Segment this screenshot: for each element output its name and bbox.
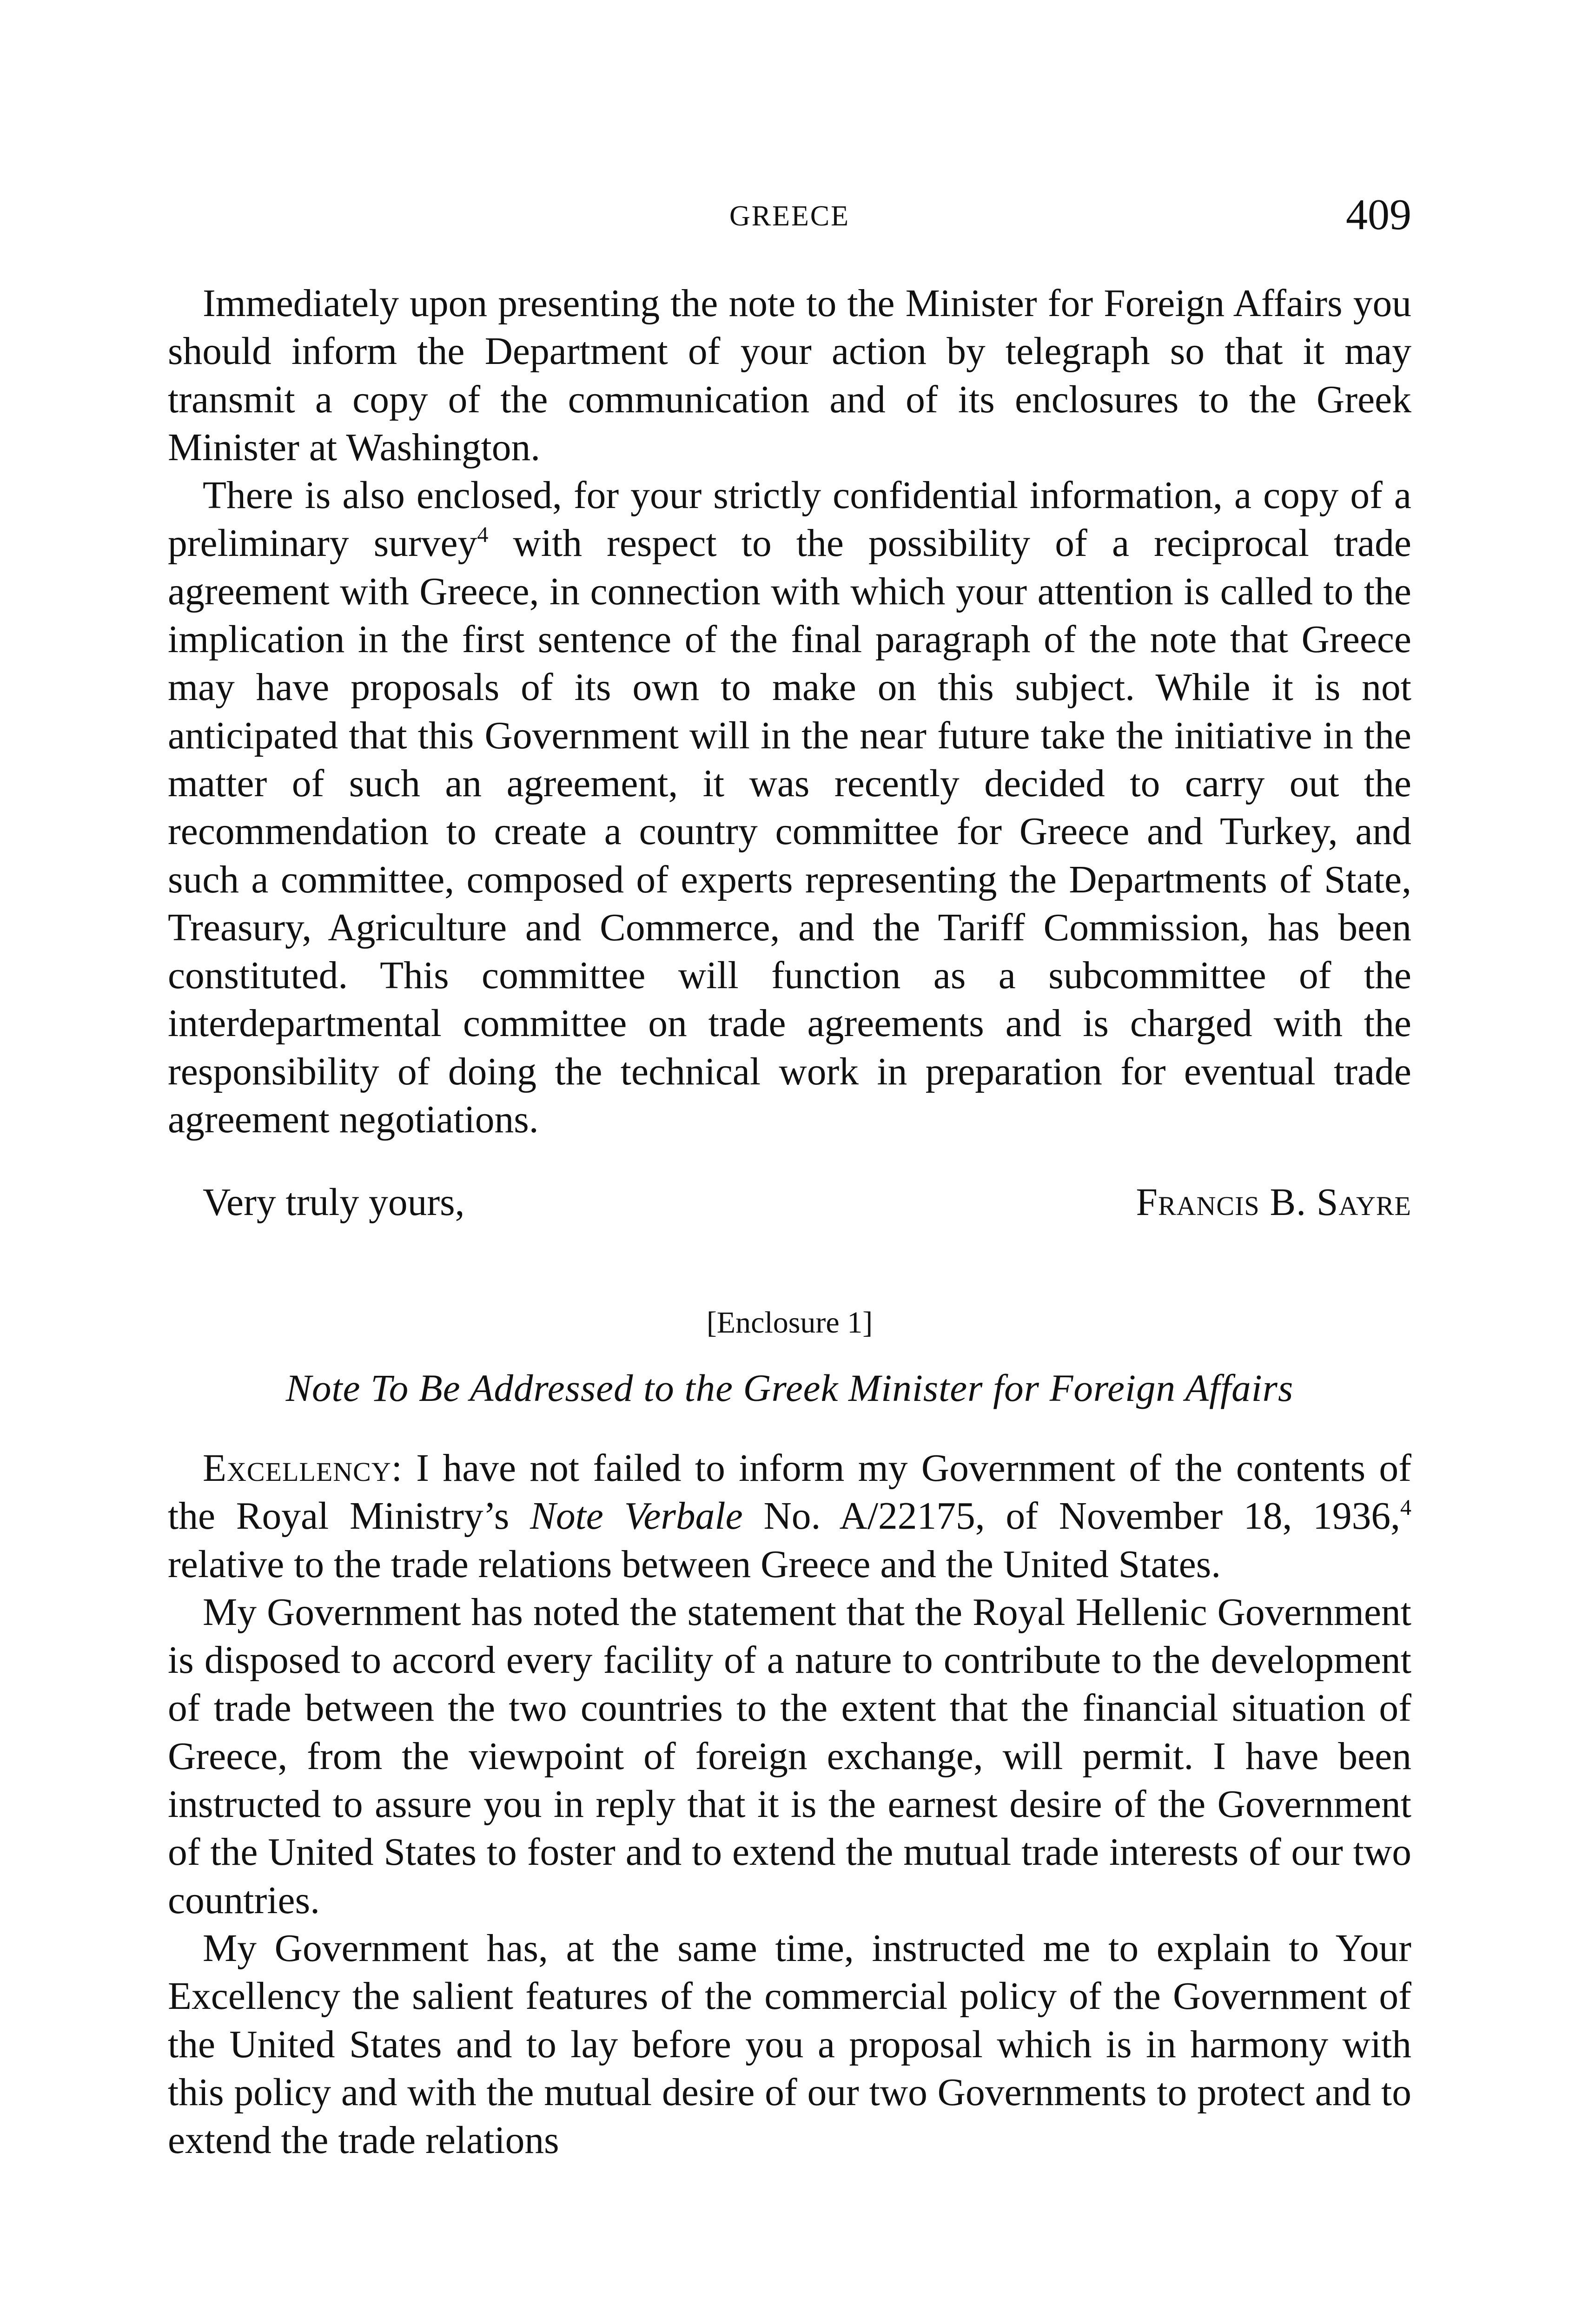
letter-paragraph-2 bbox=[168, 472, 1411, 1144]
enclosure-paragraph-1-text-a: I have not failed to inform my Government of the contents of the Royal Ministry’s bbox=[168, 1447, 1411, 1538]
salutation: Excellency: bbox=[203, 1447, 403, 1490]
enclosure-paragraph-3-text: My Government has, at the same time, instructed me to explain to Your Excellency the salient features of the commercial policy of the Government of the United States and to lay before you a proposal which is in harmony with this policy and with the mutual desire of our two Governments to protect and to extend the trade relations bbox=[168, 1927, 1411, 2162]
enclosure-paragraph-2-text: My Government has noted the statement that the Royal Hellenic Government is disposed to accord every facility of a nature to contribute to the development of trade between the two countries to the extent that the financial situation of Greece, from the viewpoint of foreign exchange, will permit. I have been instructed to assure you in reply that it is the earnest desire of the Government of the United States to foster and to extend the mutual trade interests of our two countries. bbox=[168, 1591, 1411, 1922]
letter-paragraph-1-text: Immediately upon presenting the note to the Minister for Foreign Affairs you should inform the Department of your action by telegraph so that it may transmit a copy of the communication and of its enclosures to the Greek Minister at Washington. bbox=[168, 282, 1411, 469]
enclosure-body bbox=[168, 1445, 1411, 2165]
enclosure-paragraph-1 bbox=[168, 1445, 1411, 1589]
signature: Francis B. Sayre bbox=[1136, 1181, 1411, 1224]
letter-closing bbox=[203, 1179, 1411, 1227]
enclosure-paragraph-1-text-c: relative to the trade relations between Greece and the United States. bbox=[168, 1543, 1221, 1586]
footnote-reference: 4 bbox=[1400, 1495, 1411, 1520]
enclosure-paragraph-1-text-b: No. A/22175, of November 18, 1936, bbox=[742, 1495, 1400, 1538]
enclosure-title: Note To Be Addressed to the Greek Minister for Foreign Affairs bbox=[285, 1367, 1294, 1409]
running-head bbox=[168, 190, 1411, 241]
letter-body bbox=[168, 280, 1411, 1144]
enclosure-paragraph-3 bbox=[168, 1925, 1411, 2165]
footnote-reference: 4 bbox=[477, 522, 489, 548]
letter-paragraph-1 bbox=[168, 280, 1411, 472]
enclosure-label: [Enclosure 1] bbox=[706, 1306, 873, 1340]
enclosure-paragraph-2 bbox=[168, 1589, 1411, 1925]
valediction: Very truly yours, bbox=[203, 1181, 465, 1224]
letter-paragraph-2-text-a: There is also enclosed, for your strictly confidential information, a copy of a preliminary survey bbox=[168, 474, 1411, 565]
note-verbale-term: Note Verbale bbox=[530, 1495, 743, 1538]
letter-paragraph-2-text-b: with respect to the possibility of a reciprocal trade agreement with Greece, in connection with which your attention is called to the implication in the first sentence of the final paragraph of the note that Greece may have proposals of its own to make on this subject. While it is not anticipated that this Government will in the near future take the initiative in the matter of such an agreement, it was recently decided to carry out the recommendation to create a country committee for Greece and Turkey, and such a committee, composed of experts representing the Departments of State, Treasury, Agriculture and Commerce, and the Tariff Commission, has been constituted. This committee will function as a subcommittee of the interdepartmental committee on trade agreements and is charged with the responsibility of doing the technical work in preparation for eventual trade agreement negotiations. bbox=[168, 522, 1411, 1142]
page-number: 409 bbox=[1346, 191, 1411, 239]
running-title: GREECE bbox=[729, 200, 850, 232]
